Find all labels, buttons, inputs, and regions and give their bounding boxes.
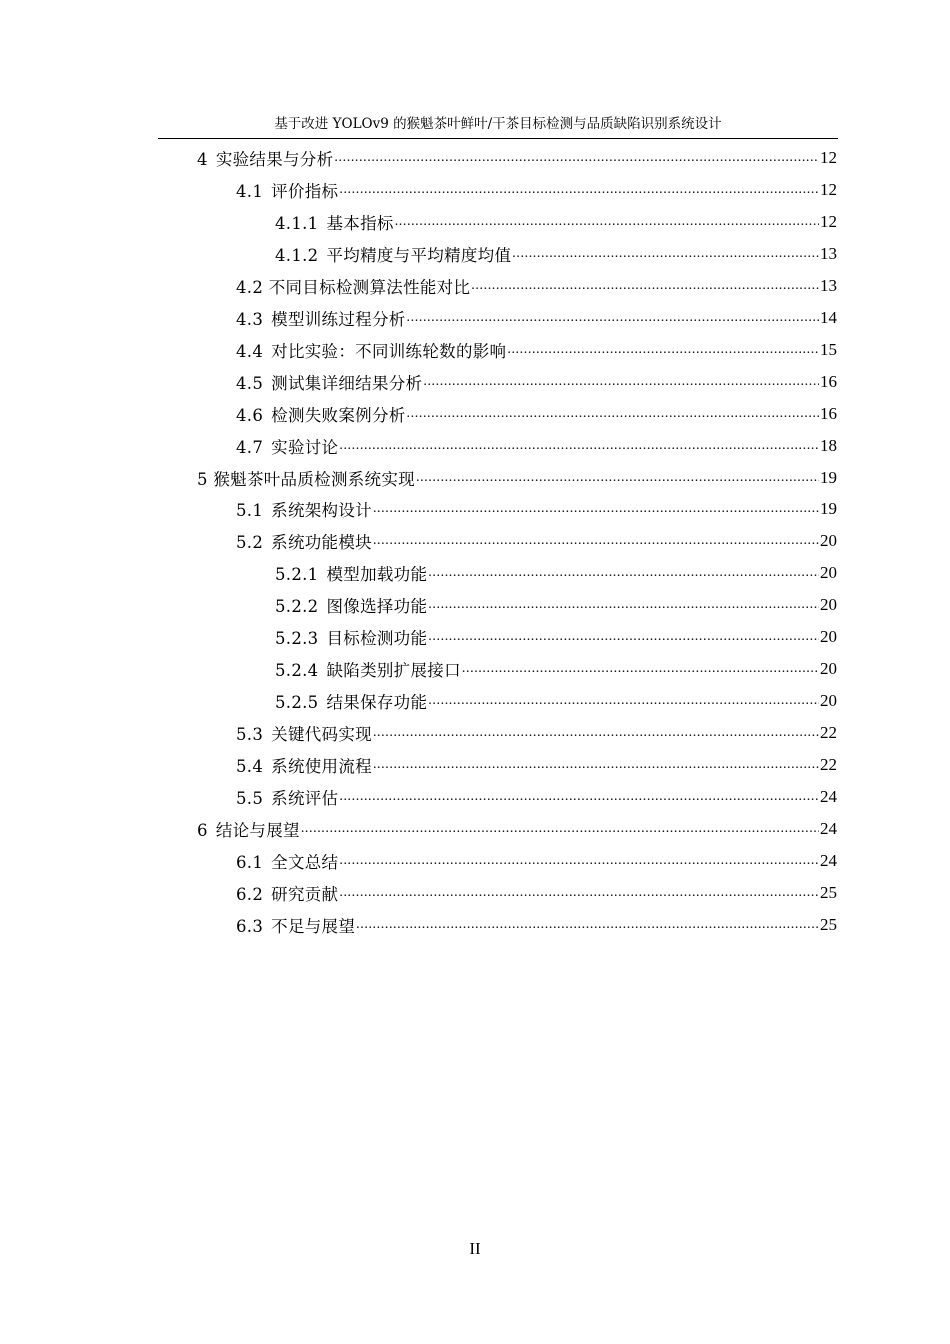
toc-entry-page: 20	[820, 659, 837, 679]
toc-entry-page: 12	[820, 211, 837, 231]
toc-dot-leader	[373, 495, 819, 523]
toc-entry-page: 12	[820, 148, 837, 167]
toc-entry-page: 13	[820, 243, 837, 263]
toc-entry-page: 25	[820, 882, 837, 902]
toc-entry[interactable]	[236, 847, 837, 875]
toc-entry-page: 14	[820, 307, 837, 327]
toc-entry-number: 5.4	[236, 757, 264, 777]
toc-entry-number: 4.1.2	[275, 245, 319, 265]
toc-entry[interactable]	[236, 176, 837, 204]
toc-entry-title	[236, 721, 372, 745]
toc-entry-title	[275, 242, 511, 266]
toc-dot-leader	[301, 815, 819, 843]
toc-entry-page: 20	[820, 563, 837, 583]
toc-entry-number: 5.2.1	[275, 565, 319, 585]
toc-entry-text: 对比实验：不同训练轮数的影响	[271, 341, 507, 361]
toc-entry-number: 5.5	[236, 789, 264, 808]
toc-entry-text: 平均精度与平均精度均值	[326, 245, 512, 265]
toc-entry[interactable]	[236, 432, 837, 460]
toc-entry-title	[236, 338, 506, 362]
toc-entry-title	[236, 753, 372, 777]
toc-entry-text: 实验讨论	[271, 437, 339, 457]
toc-entry-text: 不同目标检测算法性能对比	[268, 277, 471, 297]
toc-entry[interactable]	[275, 655, 837, 683]
toc-entry-page: 20	[820, 531, 837, 551]
toc-entry-title	[236, 370, 422, 394]
toc-entry-page: 16	[820, 371, 837, 391]
toc-entry-number: 4.7	[236, 437, 264, 457]
toc-entry-text: 全文总结	[271, 852, 339, 872]
toc-entry[interactable]	[197, 144, 837, 172]
toc-dot-leader	[407, 400, 819, 428]
toc-entry-number: 6.1	[236, 852, 264, 872]
toc-dot-leader	[428, 591, 819, 619]
toc-entry-text: 目标检测功能	[326, 629, 428, 649]
toc-entry[interactable]	[275, 623, 837, 651]
toc-entry-number: 4.1	[236, 181, 264, 201]
toc-entry[interactable]	[197, 464, 837, 492]
toc-dot-leader	[416, 464, 819, 492]
toc-entry-page: 12	[820, 179, 837, 199]
toc-entry-title	[236, 785, 338, 809]
toc-entry[interactable]	[236, 368, 837, 396]
toc-entry[interactable]	[275, 240, 837, 268]
toc-entry-text: 系统功能模块	[271, 533, 372, 553]
toc-entry-title	[197, 146, 333, 170]
toc-entry-page: 24	[820, 850, 837, 870]
toc-entry-title	[275, 657, 461, 681]
toc-entry-page: 15	[820, 339, 837, 359]
page-number: II	[469, 1239, 481, 1258]
toc-entry[interactable]	[236, 336, 837, 364]
toc-entry-title	[236, 913, 355, 937]
toc-entry-text: 实验结果与分析	[215, 150, 334, 169]
toc-entry-text: 研究贡献	[271, 884, 339, 904]
toc-entry-title	[236, 274, 470, 298]
toc-entry[interactable]	[275, 559, 837, 587]
toc-entry-text: 系统评估	[271, 789, 339, 808]
toc-entry-number: 5.3	[236, 725, 264, 745]
toc-dot-leader	[395, 208, 819, 236]
toc-entry-text: 缺陷类别扩展接口	[326, 661, 461, 681]
toc-dot-leader	[339, 176, 819, 204]
header-rule	[158, 138, 838, 139]
toc-entry-number: 4	[197, 150, 208, 169]
toc-dot-leader	[428, 559, 819, 587]
toc-entry-page: 13	[820, 275, 837, 295]
toc-entry-number: 5.2.3	[275, 629, 319, 649]
toc-entry-title	[236, 881, 338, 905]
toc-entry-text: 系统架构设计	[271, 501, 372, 521]
toc-entry-text: 不足与展望	[271, 916, 356, 936]
toc-entry-page: 22	[820, 723, 837, 743]
toc-entry[interactable]	[275, 687, 837, 715]
toc-dot-leader	[339, 879, 819, 907]
running-header: 基于改进 YOLOv9 的猴魁茶叶鲜叶/干茶目标检测与品质缺陷识别系统设计	[274, 116, 722, 132]
toc-entry-page: 20	[820, 691, 837, 711]
toc-entry[interactable]	[236, 783, 837, 811]
toc-entry-title	[236, 529, 372, 553]
toc-entry-page: 22	[820, 755, 837, 775]
toc-entry-title	[197, 817, 300, 841]
toc-entry-title	[236, 306, 406, 330]
toc-dot-leader	[428, 687, 819, 715]
toc-dot-leader	[373, 527, 819, 555]
toc-entry-title	[236, 434, 338, 458]
toc-entry-number: 5.1	[236, 501, 264, 521]
toc-entry-number: 6.2	[236, 884, 264, 904]
toc-entry-number: 4.3	[236, 309, 264, 329]
toc-entry-number: 5.2.5	[275, 693, 319, 713]
toc-entry-page: 16	[820, 403, 837, 423]
toc-entry-title	[275, 593, 427, 617]
toc-dot-leader	[339, 847, 819, 875]
toc-entry-title	[275, 561, 427, 585]
toc-entry[interactable]	[236, 495, 837, 523]
toc-entry-page: 19	[820, 467, 837, 487]
toc-dot-leader	[334, 144, 819, 172]
toc-dot-leader	[339, 432, 819, 460]
toc-dot-leader	[462, 655, 819, 683]
toc-entry[interactable]	[236, 719, 837, 747]
toc-dot-leader	[373, 751, 819, 779]
toc-entry-text: 检测失败案例分析	[271, 405, 406, 425]
toc-entry-text: 模型训练过程分析	[271, 309, 406, 329]
toc-entry-title	[236, 849, 338, 873]
toc-entry-text: 图像选择功能	[326, 597, 428, 617]
toc-dot-leader	[423, 368, 819, 396]
toc-entry-number: 4.1.1	[275, 213, 319, 233]
toc-entry-number: 5.2.4	[275, 661, 319, 681]
toc-entry-text: 结论与展望	[215, 820, 300, 840]
toc-entry-number: 4.6	[236, 405, 264, 425]
toc-dot-leader	[512, 240, 819, 268]
toc-entry-title	[236, 402, 406, 426]
toc-entry[interactable]	[236, 272, 837, 300]
toc-entry-text: 结果保存功能	[326, 693, 428, 713]
toc-entry[interactable]	[236, 527, 837, 555]
toc-entry[interactable]	[236, 304, 837, 332]
toc-entry-title	[197, 466, 415, 490]
toc-entry-title	[275, 210, 394, 234]
toc-entry-title	[236, 178, 338, 202]
toc-dot-leader	[471, 272, 819, 300]
toc-entry-page: 19	[820, 499, 837, 519]
toc-entry-number: 4.5	[236, 373, 264, 393]
toc-entry-number: 5.2	[236, 533, 264, 553]
toc-dot-leader	[428, 623, 819, 651]
toc-entry[interactable]	[275, 208, 837, 236]
toc-entry-page: 18	[820, 435, 837, 455]
toc-entry[interactable]	[236, 400, 837, 428]
toc-entry-text: 模型加载功能	[326, 565, 428, 585]
toc-entry-page: 25	[820, 914, 837, 934]
toc-entry-text: 猴魁茶叶品质检测系统实现	[213, 469, 415, 489]
toc-entry-number: 4.4	[236, 341, 264, 361]
toc-dot-leader	[339, 783, 819, 811]
toc-entry-number: 5.2.2	[275, 597, 319, 617]
toc-dot-leader	[356, 911, 819, 939]
toc-entry-number: 5	[197, 469, 208, 489]
toc-entry[interactable]	[197, 815, 837, 843]
toc-entry-title	[236, 497, 372, 521]
toc-entry-page: 24	[820, 818, 837, 838]
toc-entry[interactable]	[275, 591, 837, 619]
toc-dot-leader	[373, 719, 819, 747]
toc-entry-number: 4.2	[236, 277, 264, 297]
toc-entry-text: 评价指标	[271, 181, 339, 201]
toc-entry-text: 关键代码实现	[271, 725, 372, 745]
toc-entry-page: 20	[820, 627, 837, 647]
toc-entry-number: 6	[197, 820, 208, 840]
toc-entry-title	[275, 625, 427, 649]
toc-dot-leader	[407, 304, 819, 332]
toc-entry[interactable]	[236, 911, 837, 939]
toc-entry-text: 系统使用流程	[271, 757, 372, 777]
toc-entry-page: 20	[820, 595, 837, 615]
toc-entry[interactable]	[236, 879, 837, 907]
toc-entry-page: 24	[820, 787, 837, 806]
toc-entry-number: 6.3	[236, 916, 264, 936]
toc-dot-leader	[507, 336, 819, 364]
toc-entry[interactable]	[236, 751, 837, 779]
toc-entry-text: 测试集详细结果分析	[271, 373, 423, 393]
toc-entry-text: 基本指标	[326, 213, 394, 233]
toc-entry-title	[275, 689, 427, 713]
